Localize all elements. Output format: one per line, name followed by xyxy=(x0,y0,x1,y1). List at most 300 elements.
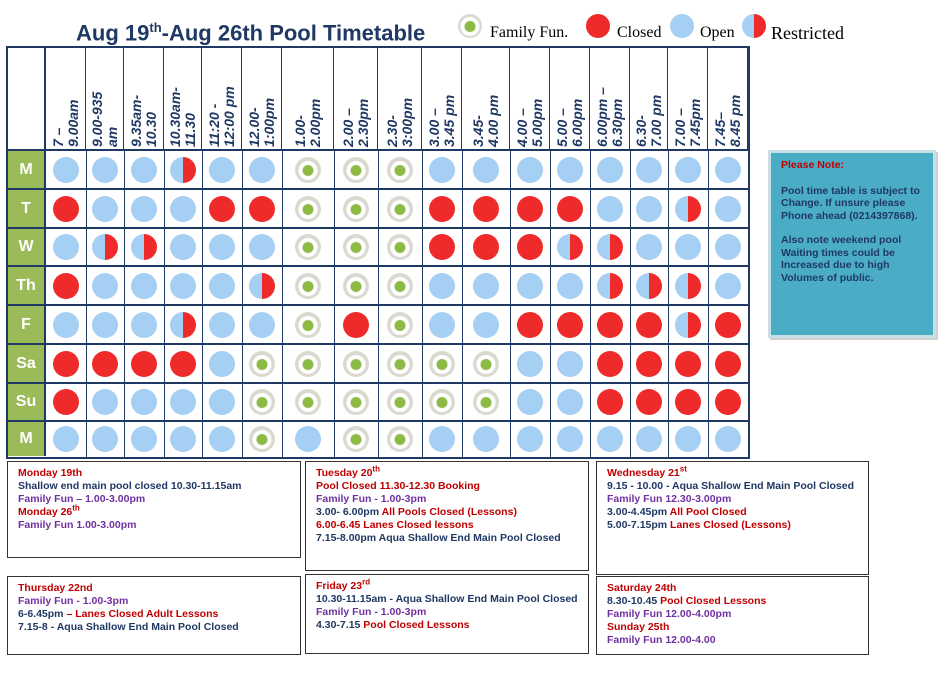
restricted-status-icon xyxy=(557,234,583,260)
time-slot-header xyxy=(462,48,510,150)
saturday-sunday-info-box xyxy=(596,576,869,655)
open-status-icon xyxy=(131,389,157,415)
info-text: 6.00-6.45 Lanes Closed lessons xyxy=(316,519,474,531)
info-text: Family Fun 12.00-4.00pm xyxy=(607,608,732,620)
open-status-icon xyxy=(715,157,741,183)
note-title: Please Note: xyxy=(781,159,845,171)
info-line xyxy=(316,519,578,532)
closed-status-icon xyxy=(517,234,543,260)
time-slot-label xyxy=(595,51,625,147)
open-status-icon xyxy=(715,234,741,260)
time-slot-label-end: 3:00pm xyxy=(398,97,415,147)
info-text: 3.00- 6.00pm xyxy=(316,506,382,518)
restricted-status-icon xyxy=(92,234,118,260)
monday-info-box xyxy=(7,461,301,558)
time-slot-label-start: 11:20 - xyxy=(205,103,222,147)
time-slot-label-start: 3.45- xyxy=(469,115,486,147)
open-status-icon xyxy=(249,157,275,183)
info-text: rd xyxy=(362,577,371,587)
open-status-icon xyxy=(209,273,235,299)
time-slot-label xyxy=(427,51,457,147)
info-text: All Pools Closed (Lessons) xyxy=(381,506,517,518)
grid-column-line xyxy=(630,150,631,457)
closed-status-icon xyxy=(473,234,499,260)
open-status-icon xyxy=(675,234,701,260)
open-status-icon xyxy=(92,196,118,222)
family-status-icon xyxy=(249,389,275,415)
open-status-icon xyxy=(557,389,583,415)
time-slot-label xyxy=(293,51,323,147)
info-text: 7.15-8.00pm Aqua Shallow End Main Pool Closed xyxy=(316,532,561,544)
time-slot-label-end: 3.45 pm xyxy=(440,94,457,147)
grid-column-line xyxy=(282,150,283,457)
time-slot-label-start: 2.00 – xyxy=(339,108,356,147)
open-status-icon xyxy=(170,426,196,452)
family-status-icon xyxy=(295,389,321,415)
time-slot-header xyxy=(242,48,282,150)
time-slot-label-start: 6.30- xyxy=(632,115,649,147)
closed-status-icon xyxy=(249,196,275,222)
info-text: 10.30-11.15am - Aqua Shallow End Main Pool Closed xyxy=(316,593,578,605)
family-status-icon xyxy=(295,196,321,222)
open-status-icon xyxy=(473,273,499,299)
open-status-icon xyxy=(557,351,583,377)
family-status-icon xyxy=(387,157,413,183)
open-status-icon xyxy=(170,389,196,415)
day-label: Sa xyxy=(8,345,46,382)
time-slot-label-start: 6.00pm – xyxy=(593,87,610,147)
open-status-icon xyxy=(636,157,662,183)
restricted-status-icon xyxy=(675,273,701,299)
info-text: 3.00-4.45pm xyxy=(607,506,670,518)
time-slot-label-end: 4.00 pm xyxy=(484,94,501,147)
note-paragraph: Also note weekend pool Waiting times could be Increased due to high Volumes of public. xyxy=(781,234,902,284)
legend-label: Restricted xyxy=(771,23,844,43)
open-status-icon xyxy=(53,312,79,338)
time-slot-label-end: 6.30pm xyxy=(608,98,625,147)
time-slot-header xyxy=(550,48,590,150)
time-slot-label xyxy=(515,51,545,147)
note-paragraph: Pool time table is subject to Change. If unsure please Phone ahead (0214397868). xyxy=(781,184,920,222)
closed-status-icon xyxy=(675,351,701,377)
open-status-icon xyxy=(517,157,543,183)
info-text: 6-6.45pm xyxy=(18,608,67,620)
grid-column-line xyxy=(708,150,709,457)
info-line xyxy=(316,593,578,606)
time-slot-label-end: 5.00pm xyxy=(528,98,545,147)
day-label: Su xyxy=(8,384,46,420)
info-line xyxy=(607,595,858,608)
time-slot-label-end: 7.00 pm xyxy=(647,94,664,147)
grid-column-line xyxy=(590,150,591,457)
time-slot-label xyxy=(129,51,159,147)
open-status-icon xyxy=(517,389,543,415)
closed-status-icon xyxy=(53,389,79,415)
time-slot-label xyxy=(634,51,664,147)
time-slot-header xyxy=(86,48,124,150)
closed-status-icon xyxy=(715,351,741,377)
time-slot-label xyxy=(341,51,371,147)
open-status-icon xyxy=(636,234,662,260)
info-text: All Pool Closed xyxy=(669,506,747,518)
open-status-icon xyxy=(131,312,157,338)
closed-status-icon xyxy=(557,312,583,338)
open-status-icon xyxy=(517,351,543,377)
time-slot-label-end: 12:00 pm xyxy=(220,86,237,147)
closed-icon xyxy=(586,14,610,38)
family-status-icon xyxy=(295,157,321,183)
grid-column-line xyxy=(86,150,87,457)
note-box xyxy=(768,150,936,338)
time-slot-label xyxy=(555,51,585,147)
info-text: Pool Closed Lessons xyxy=(660,595,767,607)
open-status-icon xyxy=(597,157,623,183)
time-slot-label-start: 7.00 – xyxy=(671,108,688,147)
info-text: 7.15-8 - Aqua Shallow End Main Pool Closed xyxy=(18,621,239,633)
time-slot-header xyxy=(422,48,462,150)
open-status-icon xyxy=(92,157,118,183)
time-slot-label-start: 10.30am- xyxy=(166,87,183,147)
closed-status-icon xyxy=(429,234,455,260)
timetable-grid xyxy=(6,46,750,459)
info-line xyxy=(607,621,858,634)
family-status-icon xyxy=(473,389,499,415)
closed-status-icon xyxy=(636,351,662,377)
family-status-icon xyxy=(295,234,321,260)
closed-status-icon xyxy=(517,312,543,338)
restricted-status-icon xyxy=(675,312,701,338)
legend-label: Open xyxy=(700,24,735,41)
open-status-icon xyxy=(715,273,741,299)
info-text: Lanes Closed (Lessons) xyxy=(670,519,791,531)
grid-column-line xyxy=(462,150,463,457)
time-slot-label-end: 7.45pm xyxy=(686,98,703,147)
info-text: 5.00-7.15pm xyxy=(607,519,671,531)
closed-status-icon xyxy=(92,351,118,377)
info-text: Pool Closed Lessons xyxy=(363,619,470,631)
info-line xyxy=(316,480,578,493)
time-slot-label-end: 8.45 pm xyxy=(726,94,743,147)
info-text: Tuesday 20 xyxy=(316,467,373,479)
open-status-icon xyxy=(170,196,196,222)
family-status-icon xyxy=(429,351,455,377)
thursday-info-box xyxy=(7,576,301,655)
open-status-icon xyxy=(209,157,235,183)
info-line xyxy=(316,493,578,506)
closed-status-icon xyxy=(597,351,623,377)
info-text: th xyxy=(72,503,80,513)
info-text: Pool Closed 11.30-12.30 Booking xyxy=(316,480,480,492)
grid-column-line xyxy=(510,150,511,457)
family-status-icon xyxy=(387,351,413,377)
closed-status-icon xyxy=(636,389,662,415)
closed-status-icon xyxy=(517,196,543,222)
time-slot-label-start: 2.30- xyxy=(383,115,400,147)
time-slot-label-end: 6.00pm xyxy=(568,98,585,147)
open-status-icon xyxy=(53,157,79,183)
grid-column-line xyxy=(164,150,165,457)
time-slot-header xyxy=(378,48,422,150)
info-text: Family Fun – 1.00-3.00pm xyxy=(18,493,146,505)
time-slot-label-start: 9.35am- xyxy=(127,94,144,147)
grid-column-line xyxy=(378,150,379,457)
open-status-icon xyxy=(131,196,157,222)
open-status-icon xyxy=(675,157,701,183)
closed-status-icon xyxy=(53,196,79,222)
info-text: 4.30-7.15 xyxy=(316,619,364,631)
info-text: Saturday 24th xyxy=(607,582,677,594)
closed-status-icon xyxy=(170,351,196,377)
info-line xyxy=(607,464,858,480)
family-status-icon xyxy=(343,196,369,222)
info-text: Family Fun 12.30-3.00pm xyxy=(607,493,732,505)
open-status-icon xyxy=(209,351,235,377)
tuesday-info-box xyxy=(305,461,589,571)
closed-status-icon xyxy=(715,312,741,338)
open-status-icon xyxy=(473,157,499,183)
closed-status-icon xyxy=(473,196,499,222)
open-status-icon xyxy=(53,234,79,260)
time-slot-label-end: 10.30 xyxy=(142,111,159,147)
family-status-icon xyxy=(249,351,275,377)
open-status-icon xyxy=(557,273,583,299)
family-status-icon xyxy=(387,426,413,452)
time-slot-label-start: 12.00- xyxy=(245,107,262,147)
friday-info-box xyxy=(305,574,589,654)
time-slot-label xyxy=(247,51,277,147)
open-icon xyxy=(670,14,694,38)
closed-status-icon xyxy=(131,351,157,377)
open-status-icon xyxy=(249,234,275,260)
closed-status-icon xyxy=(429,196,455,222)
time-slot-label xyxy=(713,51,743,147)
family-status-icon xyxy=(295,351,321,377)
open-status-icon xyxy=(429,312,455,338)
info-line xyxy=(316,464,578,480)
open-status-icon xyxy=(92,312,118,338)
info-text: Family Fun - 1.00-3pm xyxy=(316,493,427,505)
open-status-icon xyxy=(636,196,662,222)
open-status-icon xyxy=(473,312,499,338)
family-status-icon xyxy=(343,273,369,299)
open-status-icon xyxy=(170,234,196,260)
open-status-icon xyxy=(131,273,157,299)
info-text: Thursday 22nd xyxy=(18,582,93,594)
family-status-icon xyxy=(343,426,369,452)
open-status-icon xyxy=(557,426,583,452)
page-title: Aug 19th-Aug 26th Pool Timetable xyxy=(76,20,426,46)
open-status-icon xyxy=(675,426,701,452)
restricted-status-icon xyxy=(249,273,275,299)
grid-column-line xyxy=(668,150,669,457)
info-line xyxy=(607,480,858,493)
time-slot-label-end: am xyxy=(103,126,120,147)
grid-column-line xyxy=(550,150,551,457)
closed-status-icon xyxy=(343,312,369,338)
time-slot-header xyxy=(590,48,630,150)
closed-status-icon xyxy=(53,273,79,299)
time-slot-label-start: 3.00 – xyxy=(425,108,442,147)
time-slot-label xyxy=(673,51,703,147)
info-text: st xyxy=(679,464,687,474)
family-status-icon xyxy=(387,196,413,222)
time-slot-label-start: 9.00-935 xyxy=(88,91,105,147)
open-status-icon xyxy=(295,426,321,452)
info-text: Family Fun 1.00-3.00pm xyxy=(18,519,137,531)
time-slot-label-end: 2.30pm xyxy=(354,98,371,147)
open-status-icon xyxy=(131,157,157,183)
time-slot-header xyxy=(124,48,164,150)
time-slot-header xyxy=(334,48,378,150)
time-slot-label-end: 2.00pm xyxy=(306,98,323,147)
open-status-icon xyxy=(209,312,235,338)
day-label: M xyxy=(8,151,46,188)
info-line xyxy=(607,582,858,595)
info-line xyxy=(316,532,578,545)
open-status-icon xyxy=(131,426,157,452)
grid-column-line xyxy=(202,150,203,457)
family-status-icon xyxy=(387,389,413,415)
info-text: Sunday 25th xyxy=(607,621,670,633)
info-line xyxy=(18,608,290,621)
closed-status-icon xyxy=(597,312,623,338)
family-status-icon xyxy=(249,426,275,452)
time-slot-label-start: 1.00- xyxy=(291,115,308,147)
info-line xyxy=(316,606,578,619)
info-line xyxy=(18,503,290,519)
restricted-icon xyxy=(742,14,766,38)
family-status-icon xyxy=(295,312,321,338)
open-status-icon xyxy=(92,426,118,452)
open-status-icon xyxy=(597,196,623,222)
open-status-icon xyxy=(636,426,662,452)
family-status-icon xyxy=(343,234,369,260)
time-slot-label xyxy=(90,51,120,147)
open-status-icon xyxy=(429,426,455,452)
info-line xyxy=(607,519,858,532)
info-line xyxy=(607,634,858,647)
open-status-icon xyxy=(597,426,623,452)
family-status-icon xyxy=(429,389,455,415)
wednesday-info-box xyxy=(596,461,869,575)
time-slot-label-end: 1:00pm xyxy=(260,97,277,147)
closed-status-icon xyxy=(209,196,235,222)
time-slot-label-start: 5.00 – xyxy=(553,108,570,147)
info-text: Friday 23 xyxy=(316,580,363,592)
open-status-icon xyxy=(517,273,543,299)
time-slot-header xyxy=(708,48,748,150)
closed-status-icon xyxy=(597,389,623,415)
family-status-icon xyxy=(387,273,413,299)
info-line xyxy=(18,582,290,595)
info-line xyxy=(18,467,290,480)
restricted-status-icon xyxy=(131,234,157,260)
info-text: Shallow end main pool closed 10.30-11.15am xyxy=(18,480,242,492)
time-slot-header xyxy=(630,48,668,150)
closed-status-icon xyxy=(636,312,662,338)
restricted-status-icon xyxy=(170,157,196,183)
info-line xyxy=(18,519,290,532)
grid-column-line xyxy=(242,150,243,457)
open-status-icon xyxy=(209,234,235,260)
family-status-icon xyxy=(295,273,321,299)
day-label: M xyxy=(8,422,46,456)
time-slot-label-start: 4.00 – xyxy=(513,108,530,147)
restricted-status-icon xyxy=(636,273,662,299)
family-status-icon xyxy=(473,351,499,377)
open-status-icon xyxy=(209,389,235,415)
info-line xyxy=(607,493,858,506)
info-line xyxy=(316,506,578,519)
info-text: Family Fun - 1.00-3pm xyxy=(18,595,129,607)
info-text: 9.15 - 10.00 - Aqua Shallow End Main Pool Closed xyxy=(607,480,854,492)
grid-column-line xyxy=(124,150,125,457)
open-status-icon xyxy=(429,157,455,183)
open-status-icon xyxy=(429,273,455,299)
restricted-status-icon xyxy=(597,234,623,260)
closed-status-icon xyxy=(53,351,79,377)
open-status-icon xyxy=(715,196,741,222)
restricted-status-icon xyxy=(597,273,623,299)
time-slot-label xyxy=(168,51,198,147)
time-slot-label-end: 11.30 xyxy=(181,113,198,147)
time-slot-header xyxy=(668,48,708,150)
grid-column-line xyxy=(422,150,423,457)
family-status-icon xyxy=(343,389,369,415)
closed-status-icon xyxy=(675,389,701,415)
time-slot-label xyxy=(385,51,415,147)
grid-column-line xyxy=(334,150,335,457)
family-fun-icon xyxy=(458,14,482,38)
family-status-icon xyxy=(343,157,369,183)
restricted-status-icon xyxy=(170,312,196,338)
time-slot-header xyxy=(164,48,202,150)
legend-label: Family Fun. xyxy=(490,24,569,41)
legend-label: Closed xyxy=(617,24,662,41)
closed-status-icon xyxy=(715,389,741,415)
grid-corner xyxy=(8,48,46,150)
open-status-icon xyxy=(92,273,118,299)
open-status-icon xyxy=(473,426,499,452)
info-text: th xyxy=(372,464,380,474)
header xyxy=(0,0,945,46)
open-status-icon xyxy=(92,389,118,415)
time-slot-label-start: 7 – xyxy=(49,127,66,147)
time-slot-header xyxy=(46,48,86,150)
closed-status-icon xyxy=(557,196,583,222)
day-label: Th xyxy=(8,267,46,304)
time-slot-header xyxy=(202,48,242,150)
info-text: Family Fun - 1.00-3pm xyxy=(316,606,427,618)
time-slot-label xyxy=(51,51,81,147)
time-slot-header xyxy=(282,48,334,150)
info-text: Wednesday 21 xyxy=(607,467,680,479)
restricted-status-icon xyxy=(675,196,701,222)
time-slot-label xyxy=(207,51,237,147)
open-status-icon xyxy=(53,426,79,452)
info-line xyxy=(18,595,290,608)
day-label: T xyxy=(8,190,46,227)
open-status-icon xyxy=(249,312,275,338)
family-status-icon xyxy=(343,351,369,377)
info-line xyxy=(18,480,290,493)
info-line xyxy=(316,577,578,593)
info-line xyxy=(18,493,290,506)
day-label: F xyxy=(8,306,46,343)
info-text: Family Fun 12.00-4.00 xyxy=(607,634,716,646)
info-line xyxy=(607,506,858,519)
day-label: W xyxy=(8,229,46,265)
